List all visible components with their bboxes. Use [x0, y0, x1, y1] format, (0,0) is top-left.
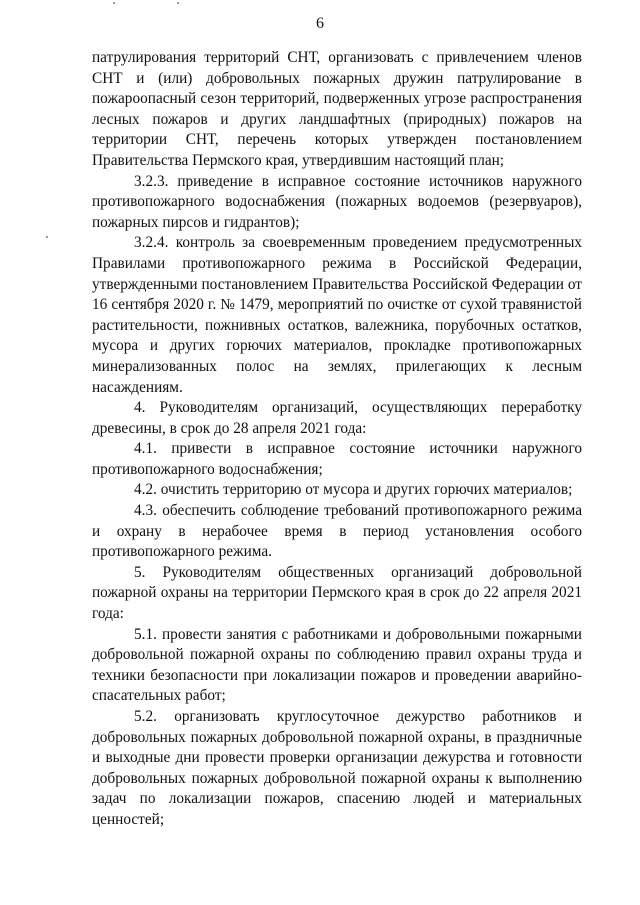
paragraph-3-2-4: 3.2.4. контроль за своевременным проведением предусмотренных Правилами противопожарного режима в Российской Федерации, утвержденными постановлением Правительства Российской Федерации от 16 сентября 2020 г. № 1479, мероприятий по очистке от сухой травянистой растительности, пожнивных остатков, валежника, порубочных остатков, мусора и других горючих материалов, прокладке противопожарных минерализованных полос на землях, прилегающих к лесным насаждениям. — [92, 234, 582, 396]
paragraph-4: 4. Руководителям организаций, осуществляющих переработку древесины, в срок до 28 апреля 2021 года: — [92, 399, 582, 437]
paragraph-5: 5. Руководителям общественных организаций добровольной пожарной охраны на территории Пермского края в срок до 22 апреля 2021 года: — [92, 563, 582, 623]
paragraph-4-3: 4.3. обеспечить соблюдение требований противопожарного режима и охрану в нерабочее время в период установления особого противопожарного режима. — [92, 502, 582, 561]
scan-speck-top-right — [177, 2, 179, 4]
paragraph-4-1: 4.1. привести в исправное состояние источники наружного противопожарного водоснабжения; — [92, 440, 582, 478]
paragraph-5-1: 5.1. провести занятия с работниками и добровольными пожарными добровольной пожарной охраны по соблюдению правил охраны труда и техники безопасности при локализации пожаров и проведении аварийно-спасательных работ; — [92, 625, 582, 705]
paragraph-5-2: 5.2. организовать круглосуточное дежурство работников и добровольных пожарных добровольной пожарной охраны, в праздничные и выходные дни провести проверки организации дежурства и готовности добровольных пожарных добровольной пожарной охраны к выполнению задач по локализации пожаров, спасению людей и материальных ценностей; — [92, 708, 582, 828]
scan-speck-top-left — [113, 2, 115, 4]
paragraph-continuation: патрулирования территорий СНТ, организовать с привлечением членов СНТ и (или) добровольных пожарных дружин патрулирование в пожароопасный сезон территорий, подверженных угрозе распространения лесных пожаров и других ландшафтных (природных) пожаров на территории СНТ, перечень которых утвержден постановлением Правительства Пермского края, утвердившим настоящий план; — [92, 49, 582, 169]
paragraph-3-2-3: 3.2.3. приведение в исправное состояние источников наружного противопожарного водоснабжения (пожарных водоемов (резервуаров), пожарных пирсов и гидрантов); — [92, 172, 582, 231]
document-body — [92, 48, 582, 831]
paragraph-4-2: 4.2. очистить территорию от мусора и других горючих материалов; — [134, 481, 573, 499]
page-number: 6 — [316, 15, 324, 32]
scan-speck-left-margin — [46, 236, 48, 238]
